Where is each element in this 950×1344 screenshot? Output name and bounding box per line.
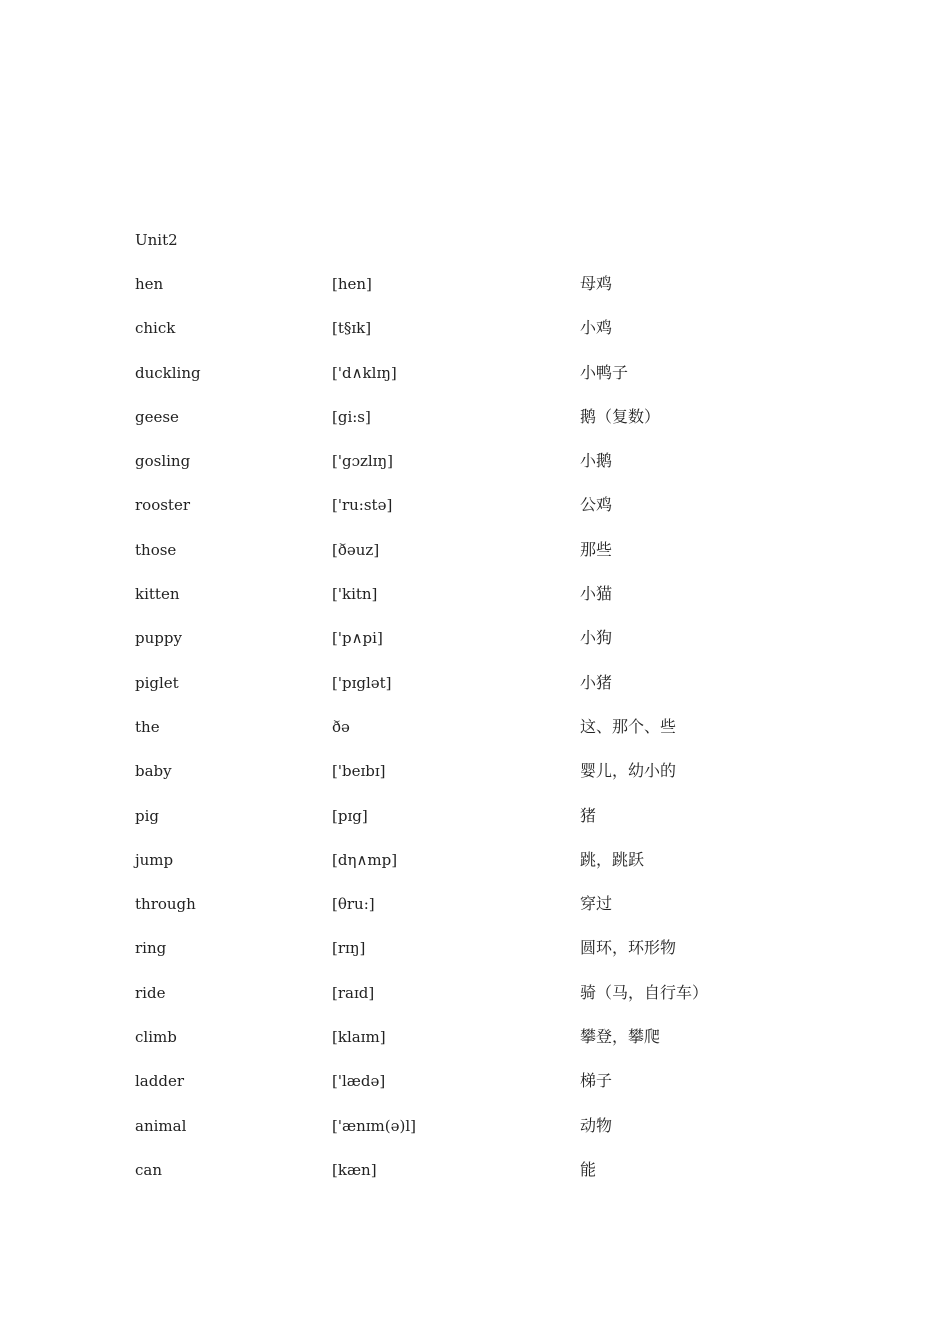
vocab-phonetic: ['pɪglət] xyxy=(332,673,392,692)
vocab-row xyxy=(0,494,950,538)
vocab-meaning: 公鸡 xyxy=(580,495,613,515)
vocab-phonetic: [raɪd] xyxy=(332,983,375,1002)
vocab-word: climb xyxy=(135,1028,177,1047)
vocab-meaning: 小鸭子 xyxy=(580,362,629,382)
vocab-word: can xyxy=(135,1160,163,1179)
vocab-phonetic: ['ru:stə] xyxy=(332,496,393,515)
vocab-meaning: 梯子 xyxy=(580,1071,613,1091)
vocab-meaning: 母鸡 xyxy=(580,274,613,293)
vocab-meaning: 小猫 xyxy=(580,584,613,604)
vocab-row xyxy=(0,317,950,361)
vocab-row xyxy=(0,539,950,583)
vocab-phonetic: ['ænɪm(ə)l] xyxy=(332,1116,416,1135)
vocab-meaning: 小鹅 xyxy=(580,451,613,471)
vocab-phonetic: [θru:] xyxy=(332,895,375,914)
vocab-word: chick xyxy=(135,319,176,338)
vocab-meaning: 小狗 xyxy=(580,628,613,648)
vocab-word: baby xyxy=(135,762,172,781)
vocab-word: those xyxy=(135,540,177,559)
vocab-meaning: 攀登，攀爬 xyxy=(580,1027,661,1047)
vocab-phonetic: ['d∧klɪŋ] xyxy=(332,363,397,382)
vocab-row xyxy=(0,1070,950,1114)
vocab-row xyxy=(0,583,950,627)
vocab-word: puppy xyxy=(135,629,182,648)
vocab-phonetic: ['gɔzlɪŋ] xyxy=(332,452,393,471)
vocab-meaning: 圆环，环形物 xyxy=(580,938,677,958)
vocab-phonetic: ðə xyxy=(332,717,350,736)
vocab-meaning: 跳，跳跃 xyxy=(580,849,645,869)
vocab-word: ride xyxy=(135,983,166,1002)
vocab-meaning: 那些 xyxy=(580,539,613,559)
vocab-row xyxy=(0,672,950,716)
vocab-phonetic: [klaɪm] xyxy=(332,1028,386,1047)
vocab-meaning: 骑（马，自行车） xyxy=(580,982,709,1002)
vocab-row xyxy=(0,406,950,450)
vocab-phonetic: ['beɪbɪ] xyxy=(332,762,386,781)
vocab-word: piglet xyxy=(135,673,179,692)
vocab-row xyxy=(0,450,950,494)
vocab-meaning: 猪 xyxy=(580,805,597,825)
vocab-word: through xyxy=(135,895,196,914)
vocab-meaning: 这、那个、些 xyxy=(580,716,677,736)
vocab-row xyxy=(0,627,950,671)
vocab-meaning: 穿过 xyxy=(580,894,613,914)
vocab-row xyxy=(0,849,950,893)
vocab-row xyxy=(0,982,950,1026)
vocab-word: pig xyxy=(135,806,160,825)
vocab-meaning: 鹅（复数） xyxy=(580,406,661,426)
vocab-word: geese xyxy=(135,407,179,426)
vocab-row xyxy=(0,1026,950,1070)
vocab-word: ladder xyxy=(135,1072,184,1091)
vocab-word: jump xyxy=(135,850,174,869)
vocab-row xyxy=(0,760,950,804)
vocab-phonetic: [ðəuz] xyxy=(332,540,380,559)
vocab-word: hen xyxy=(135,275,164,293)
vocab-word: gosling xyxy=(135,452,191,471)
vocab-phonetic: [kæn] xyxy=(332,1160,377,1179)
vocab-phonetic: [pɪg] xyxy=(332,806,368,825)
vocab-phonetic: [dη∧mp] xyxy=(332,850,398,869)
vocab-row xyxy=(0,716,950,760)
vocab-row xyxy=(0,937,950,981)
vocab-phonetic: [gi:s] xyxy=(332,407,371,426)
vocab-row xyxy=(0,362,950,406)
vocabulary-list xyxy=(0,273,950,1203)
vocab-phonetic: ['kitn] xyxy=(332,585,378,604)
vocab-phonetic: ['p∧pi] xyxy=(332,629,383,648)
vocab-meaning: 动物 xyxy=(580,1115,613,1135)
vocab-row xyxy=(0,273,950,317)
vocab-row xyxy=(0,1115,950,1159)
unit-title: Unit2 xyxy=(135,231,178,249)
vocab-phonetic: [t§ɪk] xyxy=(332,319,372,338)
vocab-row xyxy=(0,893,950,937)
vocab-phonetic: [rɪŋ] xyxy=(332,939,366,958)
vocab-word: the xyxy=(135,717,160,736)
vocab-meaning: 小鸡 xyxy=(580,318,613,338)
vocab-word: ring xyxy=(135,939,167,958)
vocab-word: rooster xyxy=(135,496,191,515)
vocab-meaning: 小猪 xyxy=(580,672,613,692)
vocab-phonetic: ['lædə] xyxy=(332,1072,386,1091)
vocab-meaning: 婴儿，幼小的 xyxy=(580,761,677,781)
vocab-word: animal xyxy=(135,1116,187,1135)
vocab-meaning: 能 xyxy=(580,1159,597,1179)
vocab-word: duckling xyxy=(135,363,201,382)
vocab-row xyxy=(0,805,950,849)
vocab-word: kitten xyxy=(135,585,180,604)
vocab-row xyxy=(0,1159,950,1203)
vocab-phonetic: [hen] xyxy=(332,275,372,293)
